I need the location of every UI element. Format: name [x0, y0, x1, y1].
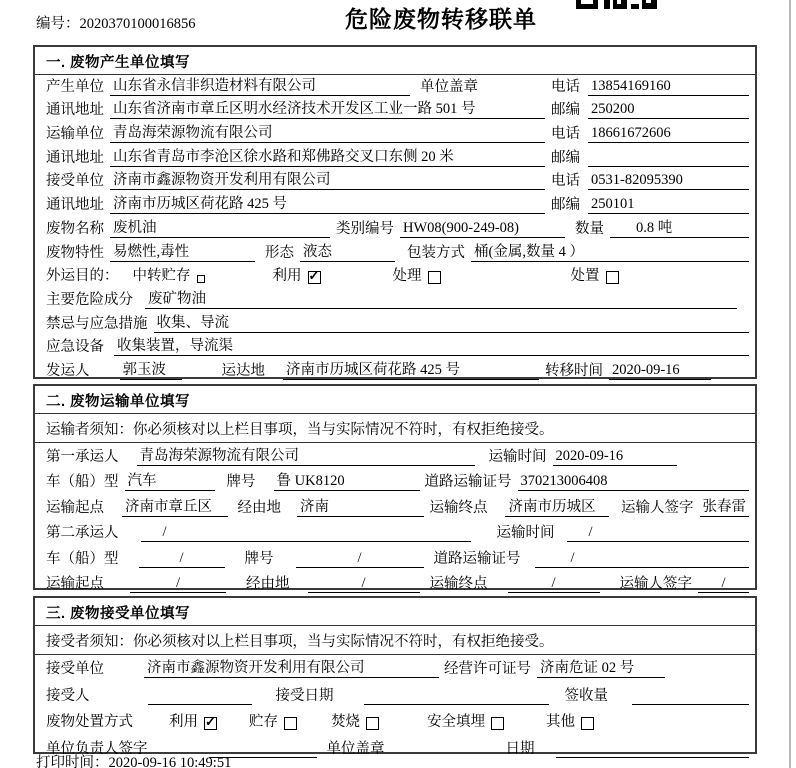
quantity-label: 数量 [575, 220, 604, 237]
permit-value: 济南危证 02 号 [537, 656, 665, 678]
carrier-sign-value: 张春雷 [700, 495, 750, 517]
shipper-label: 发运人 [46, 362, 90, 379]
destination-value: 济南市历城区荷花路 425 号 [283, 358, 539, 380]
disposal-incinerate-label: 焚烧 [331, 714, 360, 731]
transport-phone-value: 18661672606 [588, 125, 749, 143]
checkbox-dispose [606, 271, 619, 284]
checkbox-use [308, 271, 321, 284]
signed-quantity-label: 签收量 [564, 687, 608, 704]
checkbox-disposal-use [204, 717, 217, 730]
row-route-1 [35, 494, 755, 520]
origin2-label: 运输起点 [46, 576, 104, 592]
category-value: HW08(900-249-08) [400, 220, 565, 238]
disposal-landfill-label: 安全填埋 [427, 714, 485, 731]
purpose-option-dispose-label: 处置 [570, 268, 600, 285]
waste-character-label: 废物特性 [46, 244, 104, 261]
receiver-address-label: 通讯地址 [46, 197, 104, 214]
receive-date-value [364, 688, 549, 705]
vehicle-type-label: 车（船）型 [46, 474, 119, 490]
row-transport-unit [35, 122, 755, 146]
phone-label: 电话 [551, 173, 580, 190]
road-license2-label: 道路运输证号 [433, 550, 521, 567]
plate-value: 鲁 UK8120 [274, 469, 420, 491]
taboo-value: 收集、导流 [154, 311, 750, 333]
generator-phone-group [551, 75, 749, 96]
permit-label: 经营许可证号 [444, 661, 531, 678]
endpoint-label: 运输终点 [429, 499, 488, 516]
receiver-person-label: 接受人 [46, 687, 90, 704]
row-waste-character [35, 241, 755, 265]
row-generator-unit [35, 75, 755, 99]
print-time-label: 打印时间： [36, 755, 109, 768]
disposal-store-label: 贮存 [249, 714, 278, 731]
section-transport-unit [33, 384, 757, 590]
row-hazard-component [35, 288, 755, 312]
row-disposal-method [35, 708, 755, 734]
zip-label: 邮编 [551, 102, 580, 119]
road-license-label: 道路运输证号 [424, 474, 512, 490]
receiver-person-value [148, 688, 252, 705]
unit-seal-label: 单位盖章 [420, 78, 478, 95]
disposal-method-label: 废物处置方式 [46, 714, 133, 731]
transporter-notice: 运输者须知：你必须核对以上栏目事项，当与实际情况不符时，有权拒绝接受。 [35, 414, 755, 443]
transport-zip-value [588, 150, 749, 167]
row-vehicle-2 [35, 545, 755, 571]
first-carrier-label: 第一承运人 [46, 448, 119, 465]
generator-unit-label: 产生单位 [46, 78, 104, 95]
waste-name-value: 废机油 [110, 216, 330, 238]
phone-label: 电话 [551, 126, 580, 143]
page-edge-line [789, 0, 791, 768]
transport-phone-group [551, 122, 749, 143]
zip-label: 邮编 [551, 149, 580, 166]
endpoint-value: 济南市历城区 [505, 495, 609, 517]
transfer-time-label: 转移时间 [545, 362, 603, 379]
receiver-phone-group [551, 169, 749, 190]
doc-number-value: 2020370100016856 [79, 16, 196, 32]
generator-unit-value: 山东省永信非织造材料有限公司 [110, 74, 410, 96]
date-value [556, 741, 750, 758]
origin-label: 运输起点 [46, 499, 104, 516]
waste-name-label: 废物名称 [46, 220, 104, 237]
hazard-value: 废矿物油 [145, 287, 737, 309]
transfer-time-value: 2020-09-16 [609, 362, 711, 380]
row-receiver-unit [35, 170, 755, 194]
packing-label: 包装方式 [407, 244, 465, 261]
purpose-label: 外运目的： [46, 268, 119, 285]
disposal-use-label: 利用 [169, 714, 198, 731]
receiver-unit-label: 接受单位 [46, 173, 104, 190]
category-label: 类别编号 [336, 220, 394, 237]
disposal-other-label: 其他 [546, 714, 575, 731]
unit-seal3-label: 单位盖章 [326, 740, 385, 757]
transport-time-value: 2020-09-16 [553, 448, 678, 466]
generator-zip-value: 250200 [588, 101, 749, 119]
form-label: 形态 [265, 244, 294, 261]
transport-time-label: 运输时间 [488, 448, 547, 465]
transport-unit-value: 青岛海荣源物流有限公司 [110, 121, 545, 143]
print-time-value: 2020-09-16 10:49:51 [108, 755, 232, 768]
transport-address-value: 山东省青岛市李沧区徐水路和郑佛路交叉口东侧 20 米 [110, 145, 545, 167]
road-license-value: 370213006408 [518, 473, 750, 491]
vehicle-type-value: 汽车 [125, 469, 215, 491]
checkbox-disposal-store [284, 717, 297, 730]
quantity-value: 0.8 吨 [610, 216, 749, 238]
packing-value: 桶(金属,数量 4 ） [471, 240, 749, 262]
row-emergency-equipment [35, 336, 755, 360]
page-title: 危险废物转移联单 [345, 6, 537, 32]
plate2-label: 牌号 [244, 550, 274, 567]
row-shipper [35, 359, 755, 383]
transport-time2-value: / [567, 524, 750, 542]
section1-title: 一. 废物产生单位填写 [35, 47, 755, 75]
transport-time2-label: 运输时间 [496, 525, 555, 541]
row-route-2 [35, 571, 755, 597]
zip-label: 邮编 [551, 197, 580, 214]
receive-date-label: 接受日期 [275, 687, 334, 704]
via2-label: 经由地 [246, 576, 290, 592]
via2-value: / [308, 575, 420, 593]
section-receiver-unit [33, 596, 757, 757]
generator-address-label: 通讯地址 [46, 102, 104, 119]
transport-address-label: 通讯地址 [46, 149, 104, 166]
row-waste-name [35, 217, 755, 241]
receiver-unit-value: 济南市鑫源物资开发利用有限公司 [110, 168, 545, 190]
section-generator-unit [33, 45, 757, 379]
plate-label: 牌号 [226, 474, 256, 490]
second-carrier-label: 第二承运人 [46, 525, 119, 541]
signed-quantity-value [632, 688, 749, 705]
phone-label: 电话 [551, 78, 580, 95]
generator-zip-group [551, 98, 749, 119]
receiver-notice: 接受者须知：你必须核对以上栏目事项，当与实际情况不符时，有权拒绝接受。 [35, 626, 755, 655]
generator-address-value: 山东省济南市章丘区明水经济技术开发区工业一路 501 号 [110, 97, 545, 119]
carrier-sign2-label: 运输人签字 [619, 576, 692, 592]
carrier-sign2-value: / [698, 575, 749, 593]
doc-number-label: 编号： [36, 16, 80, 32]
date-label: 日期 [505, 740, 535, 757]
checkbox-treat [428, 271, 441, 284]
receiver-address-value: 济南市历城区荷花路 425 号 [110, 192, 545, 214]
row-first-carrier [35, 443, 755, 469]
endpoint2-label: 运输终点 [429, 576, 488, 592]
checkbox-disposal-landfill [491, 717, 504, 730]
vehicle-type2-value: / [139, 550, 225, 568]
qr-code-fragment [576, 0, 658, 9]
row-vehicle-1 [35, 469, 755, 495]
via-value: 济南 [297, 495, 424, 517]
receiver-zip-value: 250101 [588, 196, 749, 214]
form-value: 液态 [300, 240, 395, 262]
endpoint2-value: / [508, 575, 600, 593]
checkbox-disposal-incinerate [366, 717, 379, 730]
receiver-phone-value: 0531-82095390 [588, 172, 749, 190]
equipment-label: 应急设备 [46, 339, 104, 356]
row-receiver-person [35, 681, 755, 707]
purpose-option-use-label: 利用 [272, 268, 302, 285]
origin2-value: / [130, 575, 226, 593]
plate2-value: / [296, 550, 424, 568]
section2-title: 二. 废物运输单位填写 [35, 386, 755, 414]
vehicle-type2-label: 车（船）型 [46, 550, 119, 567]
equipment-value: 收集装置，导流渠 [114, 334, 749, 356]
receiving-unit-value: 济南市鑫源物资开发利用有限公司 [144, 656, 439, 678]
purpose-option-storage-label: 中转贮存 [132, 268, 191, 285]
road-license2-value: / [535, 550, 750, 568]
shipper-value: 郭玉波 [120, 358, 182, 380]
head-signature-label: 单位负责人签字 [46, 740, 148, 757]
section3-title: 三. 废物接受单位填写 [35, 598, 755, 626]
taboo-label: 禁忌与应急措施 [46, 315, 148, 332]
second-carrier-value: / [141, 524, 471, 542]
carrier-sign-label: 运输人签字 [621, 499, 694, 516]
row-outbound-purpose [35, 265, 755, 289]
origin-value: 济南市章丘区 [122, 495, 228, 517]
via-label: 经由地 [237, 499, 282, 516]
generator-phone-value: 13854169160 [588, 78, 749, 96]
transport-unit-label: 运输单位 [46, 126, 104, 143]
checkbox-disposal-other [581, 717, 594, 730]
purpose-option-treat-label: 处理 [392, 268, 422, 285]
receiver-zip-group [551, 193, 749, 214]
row-generator-address [35, 99, 755, 123]
row-taboo-measures [35, 312, 755, 336]
receiving-unit-label: 接受单位 [46, 661, 104, 678]
destination-label: 运达地 [221, 362, 265, 379]
row-second-carrier [35, 520, 755, 546]
checkbox-transfer-storage [197, 275, 205, 283]
first-carrier-value: 青岛海荣源物流有限公司 [137, 444, 475, 466]
row-receiver-address [35, 193, 755, 217]
row-receiving-unit [35, 655, 755, 681]
hazard-label: 主要危险成分 [46, 291, 133, 308]
row-transport-address [35, 146, 755, 170]
waste-character-value: 易燃性,毒性 [110, 240, 255, 262]
transport-zip-group [551, 146, 749, 167]
print-time [36, 751, 231, 768]
